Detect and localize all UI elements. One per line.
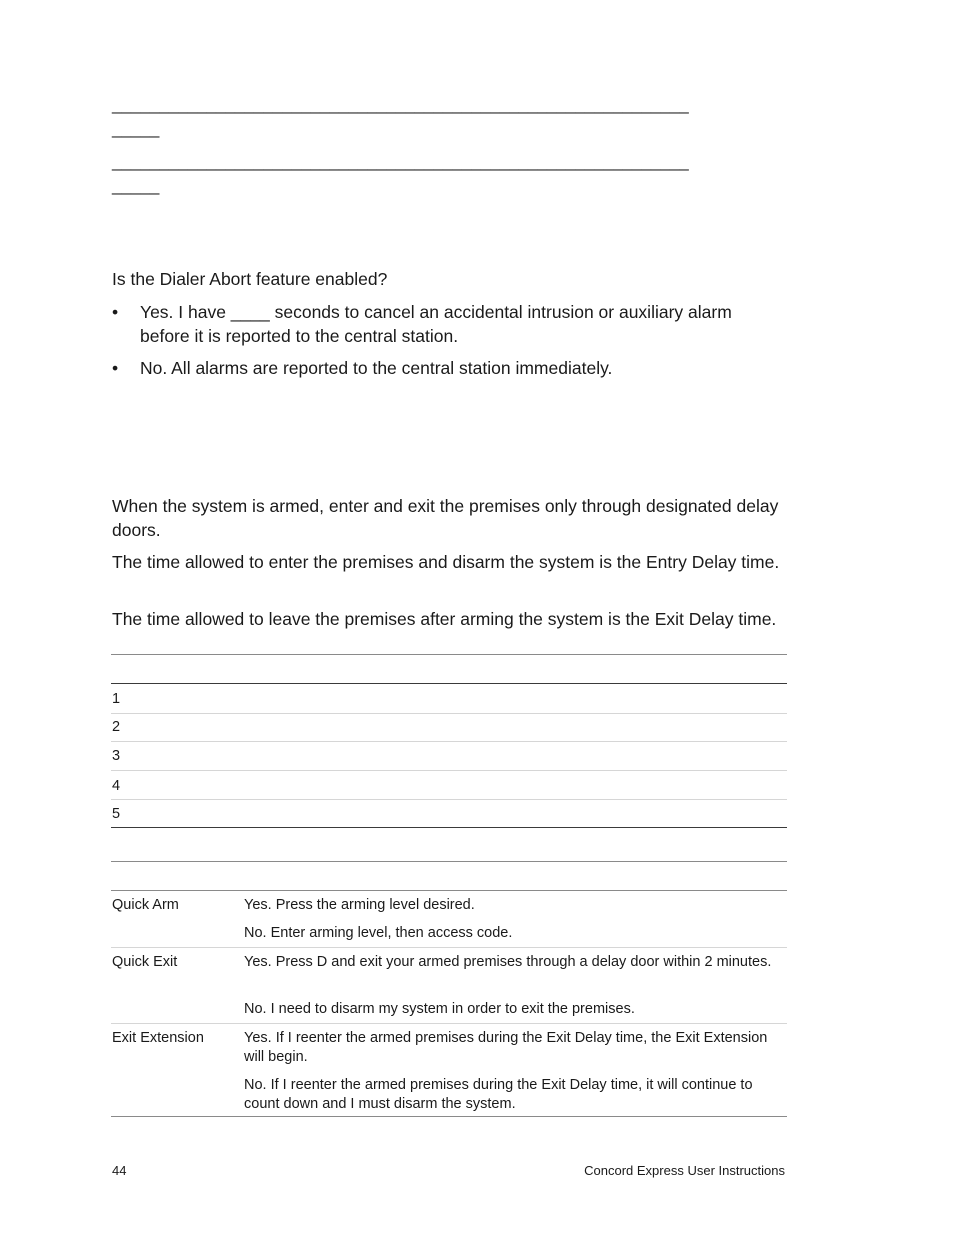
entry-delay-paragraph: The time allowed to enter the premises and disarm the system is the Entry Delay time. [112, 552, 780, 572]
options-table-top-rule [111, 861, 787, 862]
bullet-icon: • [112, 358, 119, 378]
quick-exit-no: No. I need to disarm my system in order to exit the premises. [244, 1001, 635, 1017]
options-table-bottom-rule [111, 1116, 787, 1117]
dialer-abort-option-no [112, 357, 780, 381]
row-divider [111, 713, 787, 714]
exit-extension-yes: Yes. If I reenter the armed premises during the Exit Delay time, the Exit Extension will begin. [244, 1030, 768, 1065]
page-number: 44 [112, 1163, 127, 1178]
row-divider [111, 1023, 787, 1024]
table-header-rule [111, 683, 787, 684]
option-text: Yes. I have ____ seconds to cancel an accidental intrusion or auxiliary alarm before it is reported to the central station. [140, 302, 732, 346]
quick-arm-yes: Yes. Press the arming level desired. [244, 897, 475, 913]
table-row-number: 4 [112, 778, 121, 794]
exit-extension-no: No. If I reenter the armed premises during the Exit Delay time, it will continue to count down and I must disarm the system. [244, 1077, 753, 1112]
table-bottom-rule [111, 827, 787, 828]
option-label-quick-arm: Quick Arm [112, 897, 179, 913]
table-top-rule [111, 654, 787, 655]
table-row-number: 2 [112, 719, 121, 735]
dialer-abort-question: Is the Dialer Abort feature enabled? [112, 269, 388, 289]
table-row-number: 5 [112, 806, 121, 822]
options-table-header-rule [111, 890, 787, 891]
dialer-abort-option-yes [112, 301, 780, 348]
blank-line: _____________________________________________________________ [112, 152, 689, 171]
blank-line: _____________________________________________________________ [112, 95, 689, 114]
blank-line-short: _____ [112, 119, 160, 138]
quick-arm-no: No. Enter arming level, then access code. [244, 925, 513, 941]
option-label-quick-exit: Quick Exit [112, 954, 178, 970]
document-title: Concord Express User Instructions [584, 1163, 785, 1178]
table-row-number: 3 [112, 748, 121, 764]
option-label-exit-extension: Exit Extension [112, 1030, 204, 1046]
blank-line-short: _____ [112, 176, 160, 195]
exit-delay-paragraph: The time allowed to leave the premises after arming the system is the Exit Delay time. [112, 609, 777, 629]
row-divider [111, 770, 787, 771]
row-divider [111, 947, 787, 948]
row-divider [111, 741, 787, 742]
row-divider [111, 799, 787, 800]
quick-exit-yes: Yes. Press D and exit your armed premises through a delay door within 2 minutes. [244, 954, 772, 970]
delay-doors-paragraph: When the system is armed, enter and exit the premises only through designated delay doors. [112, 496, 779, 540]
bullet-icon: • [112, 302, 119, 322]
table-row-number: 1 [112, 691, 121, 707]
option-text: No. All alarms are reported to the central station immediately. [140, 358, 613, 378]
